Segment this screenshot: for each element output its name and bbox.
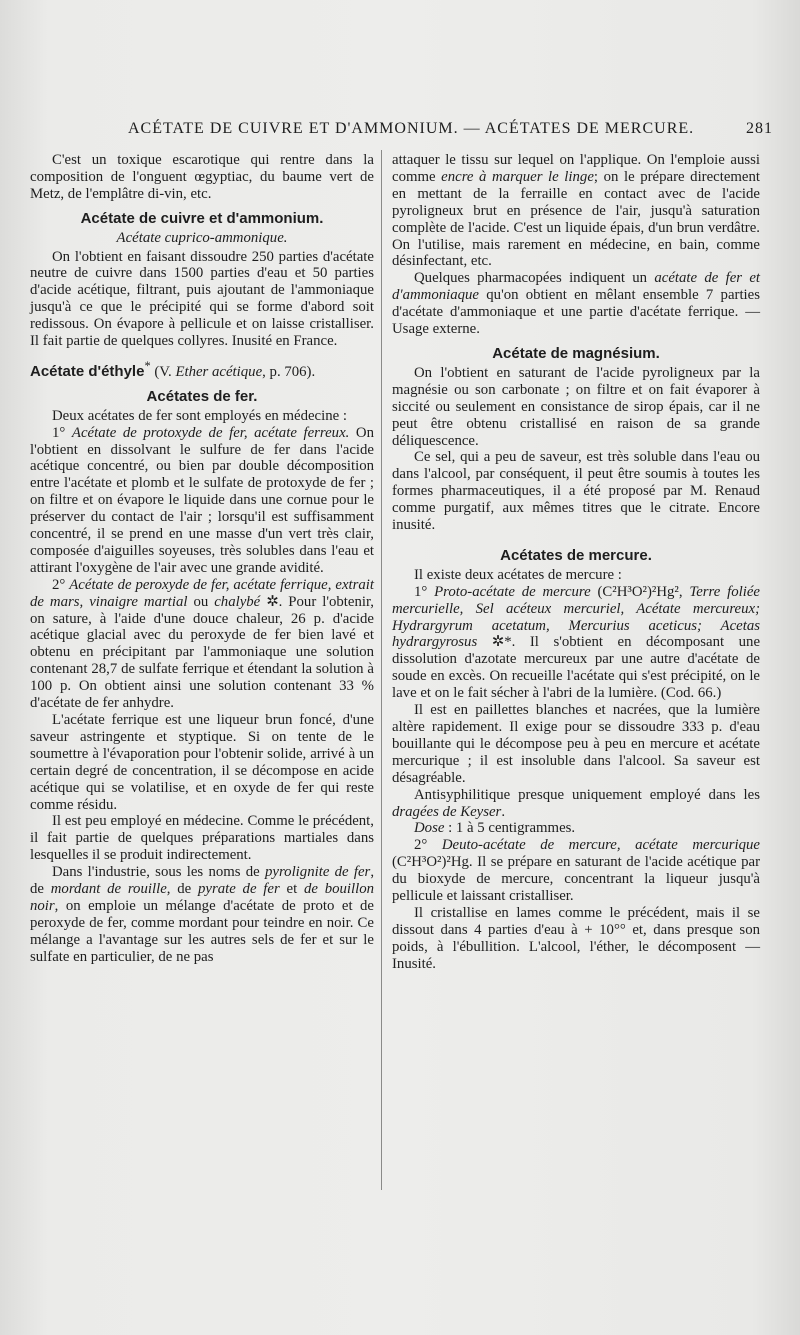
paragraph: Ce sel, qui a peu de saveur, est très soluble dans l'eau ou dans l'alcool, par conséquent, il peut être soumis à toutes les formes pharmaceutiques, il a été proposé par M. Renaud comme purgatif, aux mêmes titres que le citrate. Encore inusité. xyxy=(392,449,760,534)
paragraph xyxy=(30,577,374,712)
text-run: attaquer le tissu sur lequel on l'applique. On l'emploie aussi comme xyxy=(392,152,760,185)
running-title: ACÉTATE DE CUIVRE ET D'AMMONIUM. — ACÉTATES DE MERCURE. xyxy=(128,120,695,137)
text-run: Antisyphilitique presque uniquement employé dans les xyxy=(414,786,760,803)
chemical-formula: (C²H³O²)²Hg. xyxy=(392,854,473,871)
paragraph xyxy=(392,152,760,270)
item-title: Proto-acétate de mercure xyxy=(434,583,591,600)
dose-value: : 1 à 5 centigrammes. xyxy=(448,820,576,837)
italic-term: de bouillon noir xyxy=(30,881,375,914)
text-run: , de xyxy=(166,881,192,898)
italic-term: encre à marquer le linge xyxy=(441,168,594,185)
paragraph: Il est en paillettes blanches et nacrées, que la lumière altère rapidement. Il exige pour se dissoudre 333 p. d'eau bouillante qui le décompose peu à peu en mercure et acétate mercurique ; il est insoluble dans l'alcool. Sa saveur est désagréable. xyxy=(392,702,760,786)
item-title: Deuto-acétate de mercure, acétate mercurique xyxy=(441,837,760,854)
paragraph xyxy=(30,425,374,577)
dose-label: Dose xyxy=(414,820,445,837)
paragraph xyxy=(392,837,760,905)
item-title: Acétate de protoxyde de fer, acétate ferreux. xyxy=(71,424,350,441)
chemical-formula: (C²H³O²)²Hg², xyxy=(597,583,683,600)
paragraph: L'acétate ferrique est une liqueur brun foncé, d'une saveur astringente et styptique. Si on tente de le soumettre à l'évaporation pour l'obtenir solide, arrivé à un certain degré de concentration, il se décompose en acide acétique qui se volatilise, et en oxyde de fer qui reste comme résidu. xyxy=(30,712,374,813)
paragraph xyxy=(392,787,760,821)
conjunction: ou xyxy=(193,593,209,610)
synonyms: Terre foliée mercurielle, Sel acéteux mercuriel, Acétate mercureux; Hydrargyrum acetatum, Mercurius aceticus; Acetas hydrargyrosus xyxy=(392,583,760,651)
item-number: 2° xyxy=(414,837,428,854)
italic-term: pyrate de fer xyxy=(197,881,280,898)
paragraph: Deux acétates de fer sont employés en médecine : xyxy=(52,407,347,424)
paragraph xyxy=(392,270,760,338)
left-column xyxy=(30,152,374,966)
item-number: 2° xyxy=(52,576,66,593)
ref-suffix: , p. 706). xyxy=(262,363,316,380)
section-heading-fer: Acétates de fer. xyxy=(146,387,258,405)
item-number: 1° xyxy=(414,583,428,600)
item-text: Il s'obtient en décomposant une dissolution d'azotate mercureux par une autre d'acétate de soude en excès. On recueille l'acétate qui s'est précipité, on le lave et on le fait sécher à l'abri de la lumière. xyxy=(392,634,761,702)
codex-ref: (Cod. 66.) xyxy=(660,685,722,702)
text-run: , on emploie un mélange d'acétate de proto et de peroxyde de fer, comme mordant pour teindre en noir. Ce mélange a l'avantage sur les autres sels de fer et sur le sulfate en particulier, de ne pas xyxy=(30,897,374,965)
text-run: ; on le prépare directement en mettant de la ferraille en contact avec de l'acide pyroligneux brut en présence de l'air, jusqu'à saturation complète de l'acide. C'est un liquide épais, d'un brun verdâtre. On l'utilise, mais rarement en médecine, en bain, comme désinfectant, etc. xyxy=(392,168,761,270)
page-number: 281 xyxy=(746,120,773,137)
section-subheading: Acétate cuprico-ammonique. xyxy=(116,229,288,246)
item-text: On l'obtient en dissolvant le sulfure de fer dans l'acide acétique concentré, ou bien par double décomposition entre l'acétate et plomb et le sulfate de protoxyde de fer ; on filtre et on évapore le liquide dans une cornue pour le préserver du contact de l'air ; lorsqu'il est suffisamment concentré, il se prend en une masse d'un vert très clair, composée d'aiguilles soyeuses, très solubles dans l'eau et attirant l'oxygène de l'air avec une grande avidité. xyxy=(30,424,375,576)
entry-title: Acétate d'éthyle xyxy=(30,362,145,380)
ref-italic: Ether acétique xyxy=(175,363,263,380)
paragraph: Il est peu employé en médecine. Comme le précédent, il fait partie de quelques préparations martiales dans lesquelles il se produit indirectement. xyxy=(30,813,374,864)
section-heading-magnesium: Acétate de magnésium. xyxy=(492,344,660,362)
paragraph: On l'obtient en faisant dissoudre 250 parties d'acétate neutre de cuivre dans 1500 parties d'eau et 50 parties d'acide acétique, filtrant, puis ajoutant de l'ammoniaque jusqu'à ce que le précipité qui se forme d'abord soit redissous. On évapore à pellicule et on laisse cristalliser. Il fait partie de quelques collyres. Inusité en France. xyxy=(30,248,374,350)
item-title-alt: chalybé xyxy=(214,593,261,610)
star-mark: * xyxy=(144,358,151,373)
item-text: Il se prépare en saturant de l'acide acétique par du bioxyde de mercure, concentrant la liqueur jusqu'à pellicule et laissant cristalliser. xyxy=(392,854,760,905)
italic-term: dragées de Keyser xyxy=(392,803,502,820)
item-title: Acétate de peroxyde de fer, acétate ferrique, extrait de mars, vinaigre martial xyxy=(30,576,374,610)
text-run: qu'on obtient en mêlant ensemble 7 parties d'acétate d'ammoniaque et une partie d'acétate ferrique. — Usage externe. xyxy=(392,287,760,338)
text-run: , de xyxy=(30,864,375,898)
paragraph xyxy=(392,584,760,702)
right-column xyxy=(392,152,760,973)
poison-symbol-icon: ✲*. xyxy=(491,634,516,651)
paragraph xyxy=(30,864,374,965)
text-run: Quelques pharmacopées indiquent un xyxy=(414,270,648,287)
italic-term: acétate de fer et d'ammoniaque xyxy=(392,270,761,304)
italic-term: mordant de rouille xyxy=(50,881,167,898)
dose-line xyxy=(392,820,760,837)
entry-ethyle xyxy=(30,358,374,381)
text-run: . xyxy=(501,803,506,820)
column-divider xyxy=(381,150,382,1190)
item-number: 1° xyxy=(52,424,66,441)
italic-term: pyrolignite de fer xyxy=(265,864,371,881)
paragraph: On l'obtient en saturant de l'acide pyroligneux par la magnésie ou son carbonate ; on filtre et on fait évaporer à siccité ou seulement en consistance de sirop épais, car il ne peut être obtenu cristallisé en raison de sa grande déliquescence. xyxy=(392,364,760,449)
text-run: et xyxy=(286,881,298,898)
item-text: . Pour l'obtenir, on sature, à l'aide d'une douce chaleur, 26 p. d'acide acétique glacial avec du peroxyde de fer bien lavé et obtenu en précipitant par l'ammoniaque une solution contenant 28,7 de sulfate ferrique et étendant la solution à 100 p. On obtient ainsi une solution contenant 33 % d'acétate de fer anhydre. xyxy=(30,593,374,712)
section-heading-mercure: Acétates de mercure. xyxy=(500,546,652,564)
paragraph: Il cristallise en lames comme le précédent, mais il se dissout dans 4 parties d'eau à + 10°° et, dans presque son poids, à l'ébullition. L'alcool, l'éther, le décomposent — Inusité. xyxy=(392,904,760,972)
ref-prefix: (V. xyxy=(154,363,172,380)
poison-symbol-icon: ✲ xyxy=(266,593,279,610)
paragraph: C'est un toxique escarotique qui rentre dans la composition de l'onguent œgyptiac, du baume vert de Metz, de l'emplâtre di-vin, etc. xyxy=(30,152,374,202)
section-heading-cuivre: Acétate de cuivre et d'ammonium. xyxy=(80,209,324,227)
text-run: Dans l'industrie, sous les noms de xyxy=(52,864,260,881)
paragraph: Il existe deux acétates de mercure : xyxy=(414,566,622,583)
